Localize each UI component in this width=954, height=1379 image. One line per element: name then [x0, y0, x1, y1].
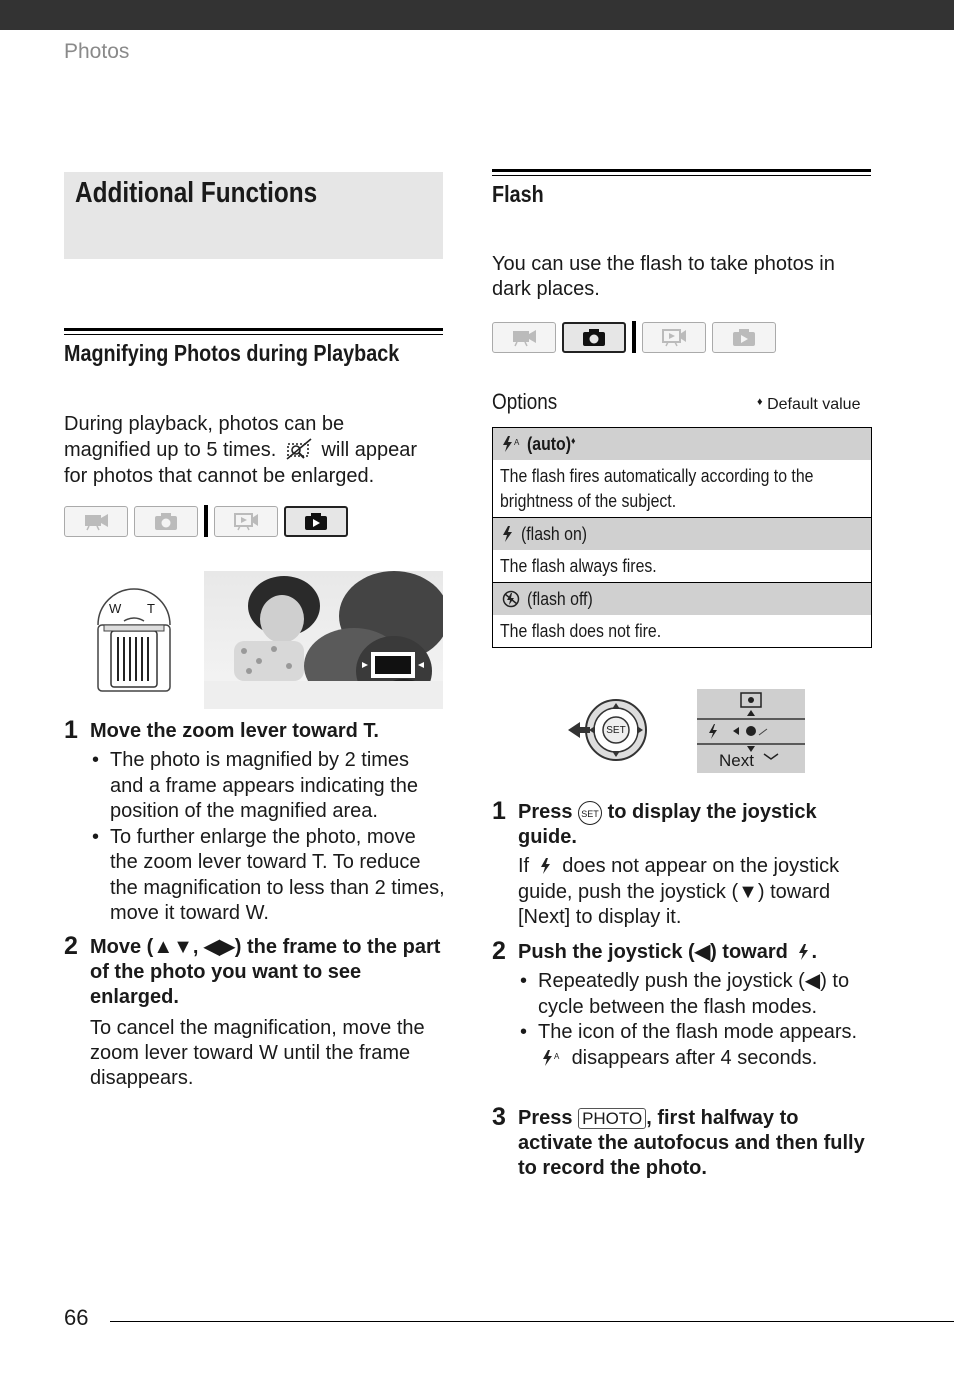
- mode-movie-play: [642, 322, 706, 353]
- photo-girl-and-dog: [204, 571, 443, 709]
- left-step-2-title: Move (▲▼, ◀▶) the frame to the part of the photo you want to see enlarged.: [90, 936, 441, 1008]
- right-step-2-bullets: [518, 969, 870, 1071]
- option-row-auto-header: A (auto)♦: [493, 428, 871, 460]
- right-step-3-title: Press PHOTO , first halfway to activate the autofocus and then fully to record the photo.: [518, 1107, 865, 1179]
- option-row-auto-desc: The flash fires automatically according to the brightness of the subject.: [493, 460, 871, 518]
- mode-photo-play: [284, 506, 348, 537]
- movie-camera-icon: [509, 327, 539, 347]
- mode-movie-record: [64, 506, 128, 537]
- option-row-on-header: (flash on): [493, 518, 871, 550]
- right-step-3-number: 3: [492, 1103, 506, 1131]
- set-button-icon: SET: [578, 801, 602, 825]
- joystick-set-label: SET: [606, 725, 626, 736]
- left-step-1-title: Move the zoom lever toward T.: [90, 720, 379, 742]
- mode-separator: [632, 321, 636, 353]
- section-label: Photos: [64, 40, 130, 63]
- movie-play-icon: [231, 511, 261, 531]
- joystick-next-label: Next: [719, 751, 754, 770]
- right-step-1-body: If does not appear on the joystick guide, push the joystick (▼) toward [Next] to display it.: [518, 855, 840, 928]
- mode-photo-record: [562, 322, 626, 353]
- photo-button-key: PHOTO: [578, 1108, 646, 1129]
- additional-functions-title: Additional Functions: [75, 177, 318, 209]
- mode-photo-play: [712, 322, 776, 353]
- flash-on-icon: [797, 943, 811, 961]
- flash-intro: You can use the flash to take photos in dark places.: [492, 253, 835, 300]
- flash-heading-rule-thin: [492, 175, 871, 176]
- right-step-2-title: Push the joystick (◀) toward .: [518, 941, 817, 963]
- right-step-1-title: Press SET to display the joystick guide.: [518, 801, 817, 848]
- no-magnify-icon: [285, 438, 313, 460]
- magnify-heading: Magnifying Photos during Playback: [64, 340, 400, 366]
- default-marker-icon: ♦: [757, 396, 763, 408]
- heading-rule-thin: [64, 334, 443, 335]
- list-item: • To further enlarge the photo, move the zoom lever toward T. To reduce the magnification to less than 2 times, move it toward W.: [90, 825, 445, 927]
- left-step-1-number: 1: [64, 716, 78, 744]
- mode-photo-record: [134, 506, 198, 537]
- camera-icon: [152, 511, 180, 531]
- flash-heading-rule: [492, 169, 871, 172]
- magnify-intro: During playback, photos can be magnified up to 5 times. will appear for photos that cannot be enlarged.: [64, 413, 418, 487]
- zoom-t-label: T: [147, 601, 155, 616]
- flash-auto-icon: [541, 1049, 563, 1067]
- left-step-1-bullets: [90, 748, 445, 927]
- mode-separator: [204, 505, 208, 537]
- movie-play-icon: [659, 327, 689, 347]
- list-item: • Repeatedly push the joystick (◀) to cycle between the flash modes.: [518, 969, 870, 1020]
- default-value-note: ♦ Default value: [757, 396, 861, 413]
- options-label: Options: [492, 389, 558, 414]
- mode-buttons-right: [492, 321, 776, 353]
- photo-play-icon: [302, 511, 330, 531]
- zoom-lever-illustration: [94, 583, 174, 693]
- right-step-2-number: 2: [492, 937, 506, 965]
- option-row-off-header: (flash off): [493, 583, 871, 615]
- svg-text:A: A: [514, 438, 520, 447]
- flash-off-icon: [501, 590, 521, 608]
- flash-auto-icon: [501, 435, 523, 453]
- movie-camera-icon: [81, 511, 111, 531]
- list-item: • The photo is magnified by 2 times and a frame appears indicating the position of the magnified area.: [90, 748, 445, 825]
- page-number: 66: [64, 1305, 89, 1330]
- left-step-2-number: 2: [64, 932, 78, 960]
- mode-movie-record: [492, 322, 556, 353]
- joystick-guide-screen: [697, 689, 805, 773]
- flash-options-table: [492, 427, 872, 648]
- camera-icon: [580, 327, 608, 347]
- flash-on-icon: [539, 857, 553, 875]
- flash-on-icon: [501, 525, 515, 543]
- default-marker-icon: ♦: [570, 435, 576, 447]
- mode-movie-play: [214, 506, 278, 537]
- mode-buttons-left: [64, 505, 348, 537]
- left-step-2-body: To cancel the magnification, move the zoom lever toward W until the frame disappears.: [90, 1017, 425, 1089]
- flash-heading: Flash: [492, 181, 544, 207]
- footer-rule: [110, 1321, 954, 1322]
- option-row-on-desc: The flash always fires.: [493, 550, 871, 583]
- svg-text:A: A: [554, 1051, 560, 1061]
- list-item: • The icon of the flash mode appears. A disappears after 4 seconds.: [518, 1020, 870, 1071]
- top-bar: [0, 0, 954, 30]
- photo-play-icon: [730, 327, 758, 347]
- right-step-1-number: 1: [492, 797, 506, 825]
- option-row-off-desc: The flash does not fire.: [500, 621, 662, 641]
- zoom-w-label: W: [109, 601, 122, 616]
- heading-rule: [64, 328, 443, 331]
